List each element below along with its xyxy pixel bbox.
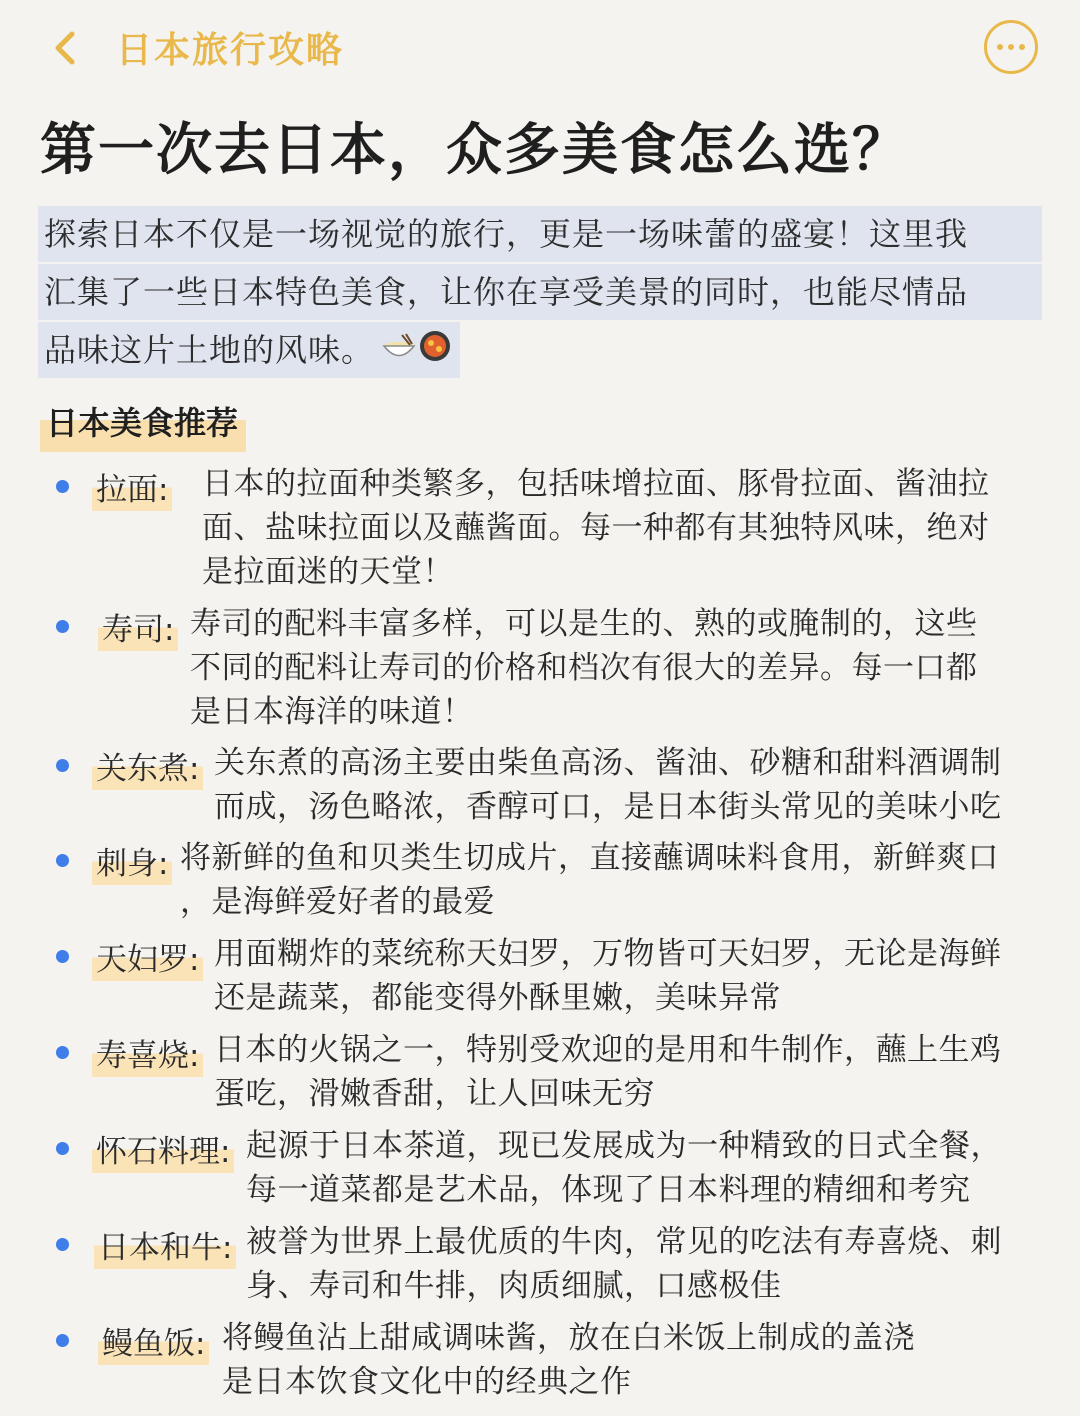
food-description [180,836,999,924]
food-description [214,741,1002,829]
bullet-icon [56,480,69,493]
desc-line: 面、盐味拉面以及蘸酱面。每一种都有其独特风味，绝对 [202,510,990,546]
food-name: 怀石料理: [92,1126,234,1173]
bullet-icon [56,1142,69,1155]
desc-line: 是日本海洋的味道！ [190,694,474,730]
bullet-icon [56,854,69,867]
desc-line: 日本的拉面种类繁多，包括味增拉面、豚骨拉面、酱油拉 [202,466,990,502]
bullet-icon [56,1334,69,1347]
food-description [190,602,978,734]
food-description [246,1124,1002,1212]
desc-line: 而成，汤色略浓，香醇可口，是日本街头常见的美味小吃 [214,789,1002,825]
food-name: 寿司: [98,604,178,651]
desc-line: 不同的配料让寿司的价格和档次有很大的差异。每一口都 [190,650,978,686]
desc-line: 还是蔬菜，都能变得外酥里嫩，美味异常 [214,980,781,1016]
desc-line: 用面糊炸的菜统称天妇罗，万物皆可天妇罗，无论是海鲜 [214,936,1002,972]
food-name: 关东煮: [92,743,203,790]
desc-line: 关东煮的高汤主要由柴鱼高汤、酱油、砂糖和甜料酒调制 [214,745,1002,781]
intro-line: 探索日本不仅是一场视觉的旅行，更是一场味蕾的盛宴！这里我 [38,206,1042,262]
desc-line: 是拉面迷的天堂！ [202,554,454,590]
bullet-icon [56,950,69,963]
bullet-icon [56,1046,69,1059]
bullet-icon [56,620,69,633]
desc-line: 被誉为世界上最优质的牛肉，常见的吃法有寿喜烧、刺 [246,1224,1002,1260]
desc-line: ，是海鲜爱好者的最爱 [180,884,495,920]
bullet-icon [56,1238,69,1251]
food-description [222,1316,915,1404]
food-name: 鳗鱼饭: [98,1318,209,1365]
food-name: 天妇罗: [92,934,203,981]
section-heading: 日本美食推荐 [40,394,246,452]
intro-line-text: 品味这片土地的风味。 [44,331,375,369]
food-description [202,462,990,594]
bullet-icon [56,759,69,772]
desc-line: 将鳗鱼沾上甜咸调味酱，放在白米饭上制成的盖浇 [222,1320,915,1356]
food-name: 寿喜烧: [92,1030,203,1077]
desc-line: 蛋吃，滑嫩香甜，让人回味无穷 [214,1076,655,1112]
food-description [214,932,1002,1020]
desc-line: 寿司的配料丰富多样，可以是生的、熟的或腌制的，这些 [190,606,978,642]
page-title: 第一次去日本，众多美食怎么选？ [40,118,910,183]
food-name: 拉面: [92,464,172,511]
desc-line: 日本的火锅之一，特别受欢迎的是用和牛制作，蘸上生鸡 [214,1032,1002,1068]
intro-line: 汇集了一些日本特色美食，让你在享受美景的同时，也能尽情品 [38,264,1042,320]
desc-line: 是日本饮食文化中的经典之作 [222,1364,632,1400]
desc-line: 每一道菜都是艺术品，体现了日本料理的精细和考究 [246,1172,971,1208]
desc-line: 起源于日本茶道，现已发展成为一种精致的日式全餐， [246,1128,1002,1164]
desc-line: 身、寿司和牛排，肉质细腻，口感极佳 [246,1268,782,1304]
desc-line: 将新鲜的鱼和贝类生切成片，直接蘸调味料食用，新鲜爽口 [180,840,999,876]
food-name: 刺身: [92,838,172,885]
food-description [246,1220,1002,1308]
food-description [214,1028,1002,1116]
nav-title: 日本旅行攻略 [116,30,345,71]
food-name: 日本和牛: [94,1222,236,1269]
